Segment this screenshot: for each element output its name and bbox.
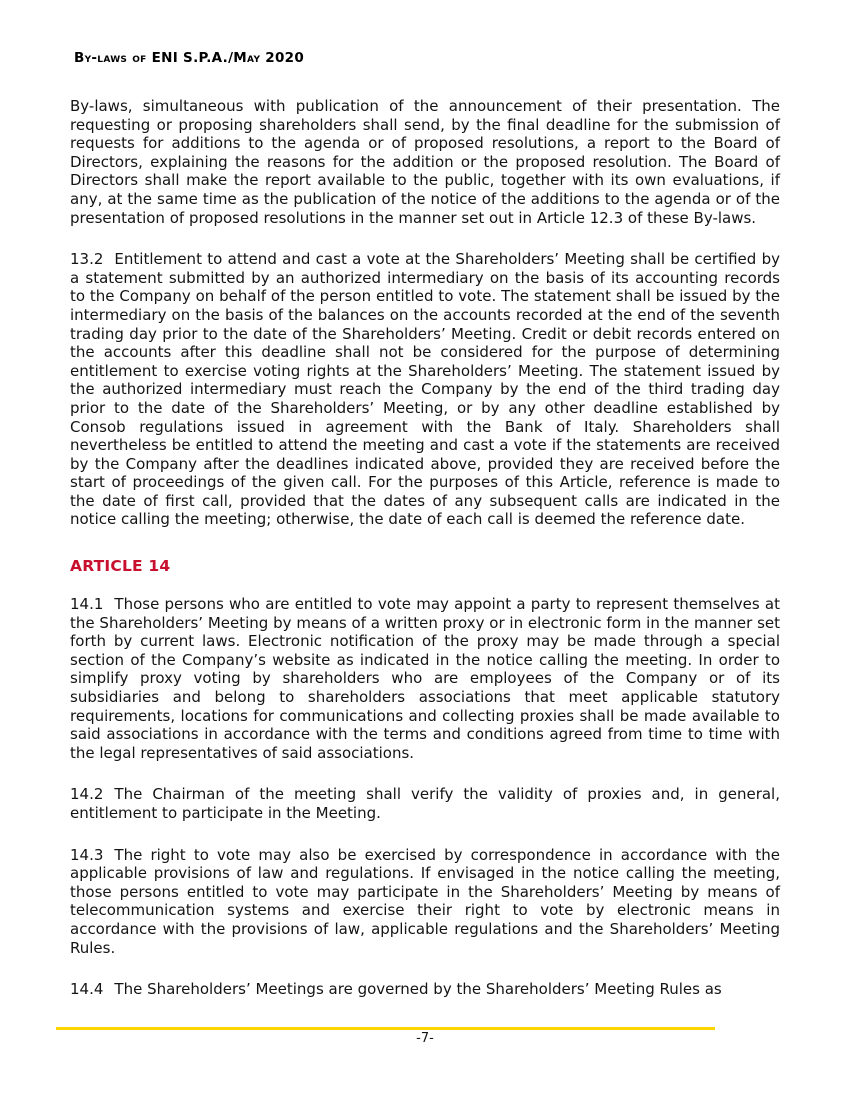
paragraph — [70, 785, 780, 822]
paragraph-text: By-laws, simultaneous with publication of the announcement of their presentation. The requesting or proposing shareholders shall send, by the final deadline for the submission of requests for additions to the agenda or of proposed resolutions, a report to the Board of Directors, explaining the reasons for the addition or the proposed resolution. The Board of Directors shall make the report available to the public, together with its own evaluations, if any, at the same time as the publication of the notice of the additions to the agenda or of the presentation of proposed resolutions in the manner set out in Article 12.3 of these By-laws. — [70, 97, 780, 227]
article-heading: ARTICLE 14 — [70, 557, 171, 576]
paragraph — [70, 846, 780, 958]
section-number: 14.1 — [70, 595, 104, 614]
paragraph — [70, 250, 780, 529]
paragraph-text: The Shareholders’ Meetings are governed by the Shareholders’ Meeting Rules as — [114, 980, 722, 999]
paragraph — [70, 595, 780, 762]
footer-divider-rule — [56, 1027, 715, 1030]
page-number: -7- — [416, 1031, 434, 1046]
paragraph-text: Those persons who are entitled to vote may appoint a party to represent themselves at the Shareholders’ Meeting by means of a written proxy or in electronic form in the manner set forth by current laws. Electronic notification of the proxy may be made through a special section of the Company’s website as indicated in the notice calling the meeting. In order to simplify proxy voting by shareholders who are employees of the Company or of its subsidiaries and belong to shareholders associations that meet applicable statutory requirements, locations for communications and collecting proxies shall be made available to said associations in accordance with the terms and conditions agreed from time to time with the legal representatives of said associations. — [70, 595, 780, 762]
paragraph-text: Entitlement to attend and cast a vote at the Shareholders’ Meeting shall be certified by a statement submitted by an authorized intermediary on the basis of its accounting records to the Company on behalf of the person entitled to vote. The statement shall be issued by the intermediary on the basis of the balances on the accounts recorded at the end of the seventh trading day prior to the date of the Shareholders’ Meeting. Credit or debit records entered on the accounts after this deadline shall not be considered for the purpose of determining entitlement to exercise voting rights at the Shareholders’ Meeting. The statement issued by the authorized intermediary must reach the Company by the end of the third trading day prior to the date of the Shareholders’ Meeting, or by any other deadline established by Consob regulations issued in agreement with the Bank of Italy. Shareholders shall nevertheless be entitled to attend the meeting and cast a vote if the statements are received by the Company after the deadlines indicated above, provided they are received before the start of proceedings of the given call. For the purposes of this Article, reference is made to the date of first call, provided that the dates of any subsequent calls are indicated in the notice calling the meeting; otherwise, the date of each call is deemed the reference date. — [70, 250, 780, 529]
section-number: 14.2 — [70, 785, 104, 804]
document-body — [70, 97, 780, 1022]
section-number: 14.3 — [70, 845, 104, 864]
paragraph-text: The right to vote may also be exercised by correspondence in accordance with the applicable provisions of law and regulations. If envisaged in the notice calling the meeting, those persons entitled to vote may participate in the Shareholders’ Meeting by means of telecommunication systems and exercise their right to vote by electronic means in accordance with the provisions of law, applicable regulations and the Shareholders’ Meeting Rules. — [70, 845, 780, 957]
paragraph — [70, 97, 780, 227]
paragraph-text: The Chairman of the meeting shall verify the validity of proxies and, in general, entitlement to participate in the Meeting. — [70, 785, 780, 822]
section-number: 13.2 — [70, 250, 104, 269]
section-number: 14.4 — [70, 980, 104, 999]
document-header: By-laws of ENI S.P.A./May 2020 — [74, 50, 305, 66]
paragraph — [70, 980, 780, 999]
